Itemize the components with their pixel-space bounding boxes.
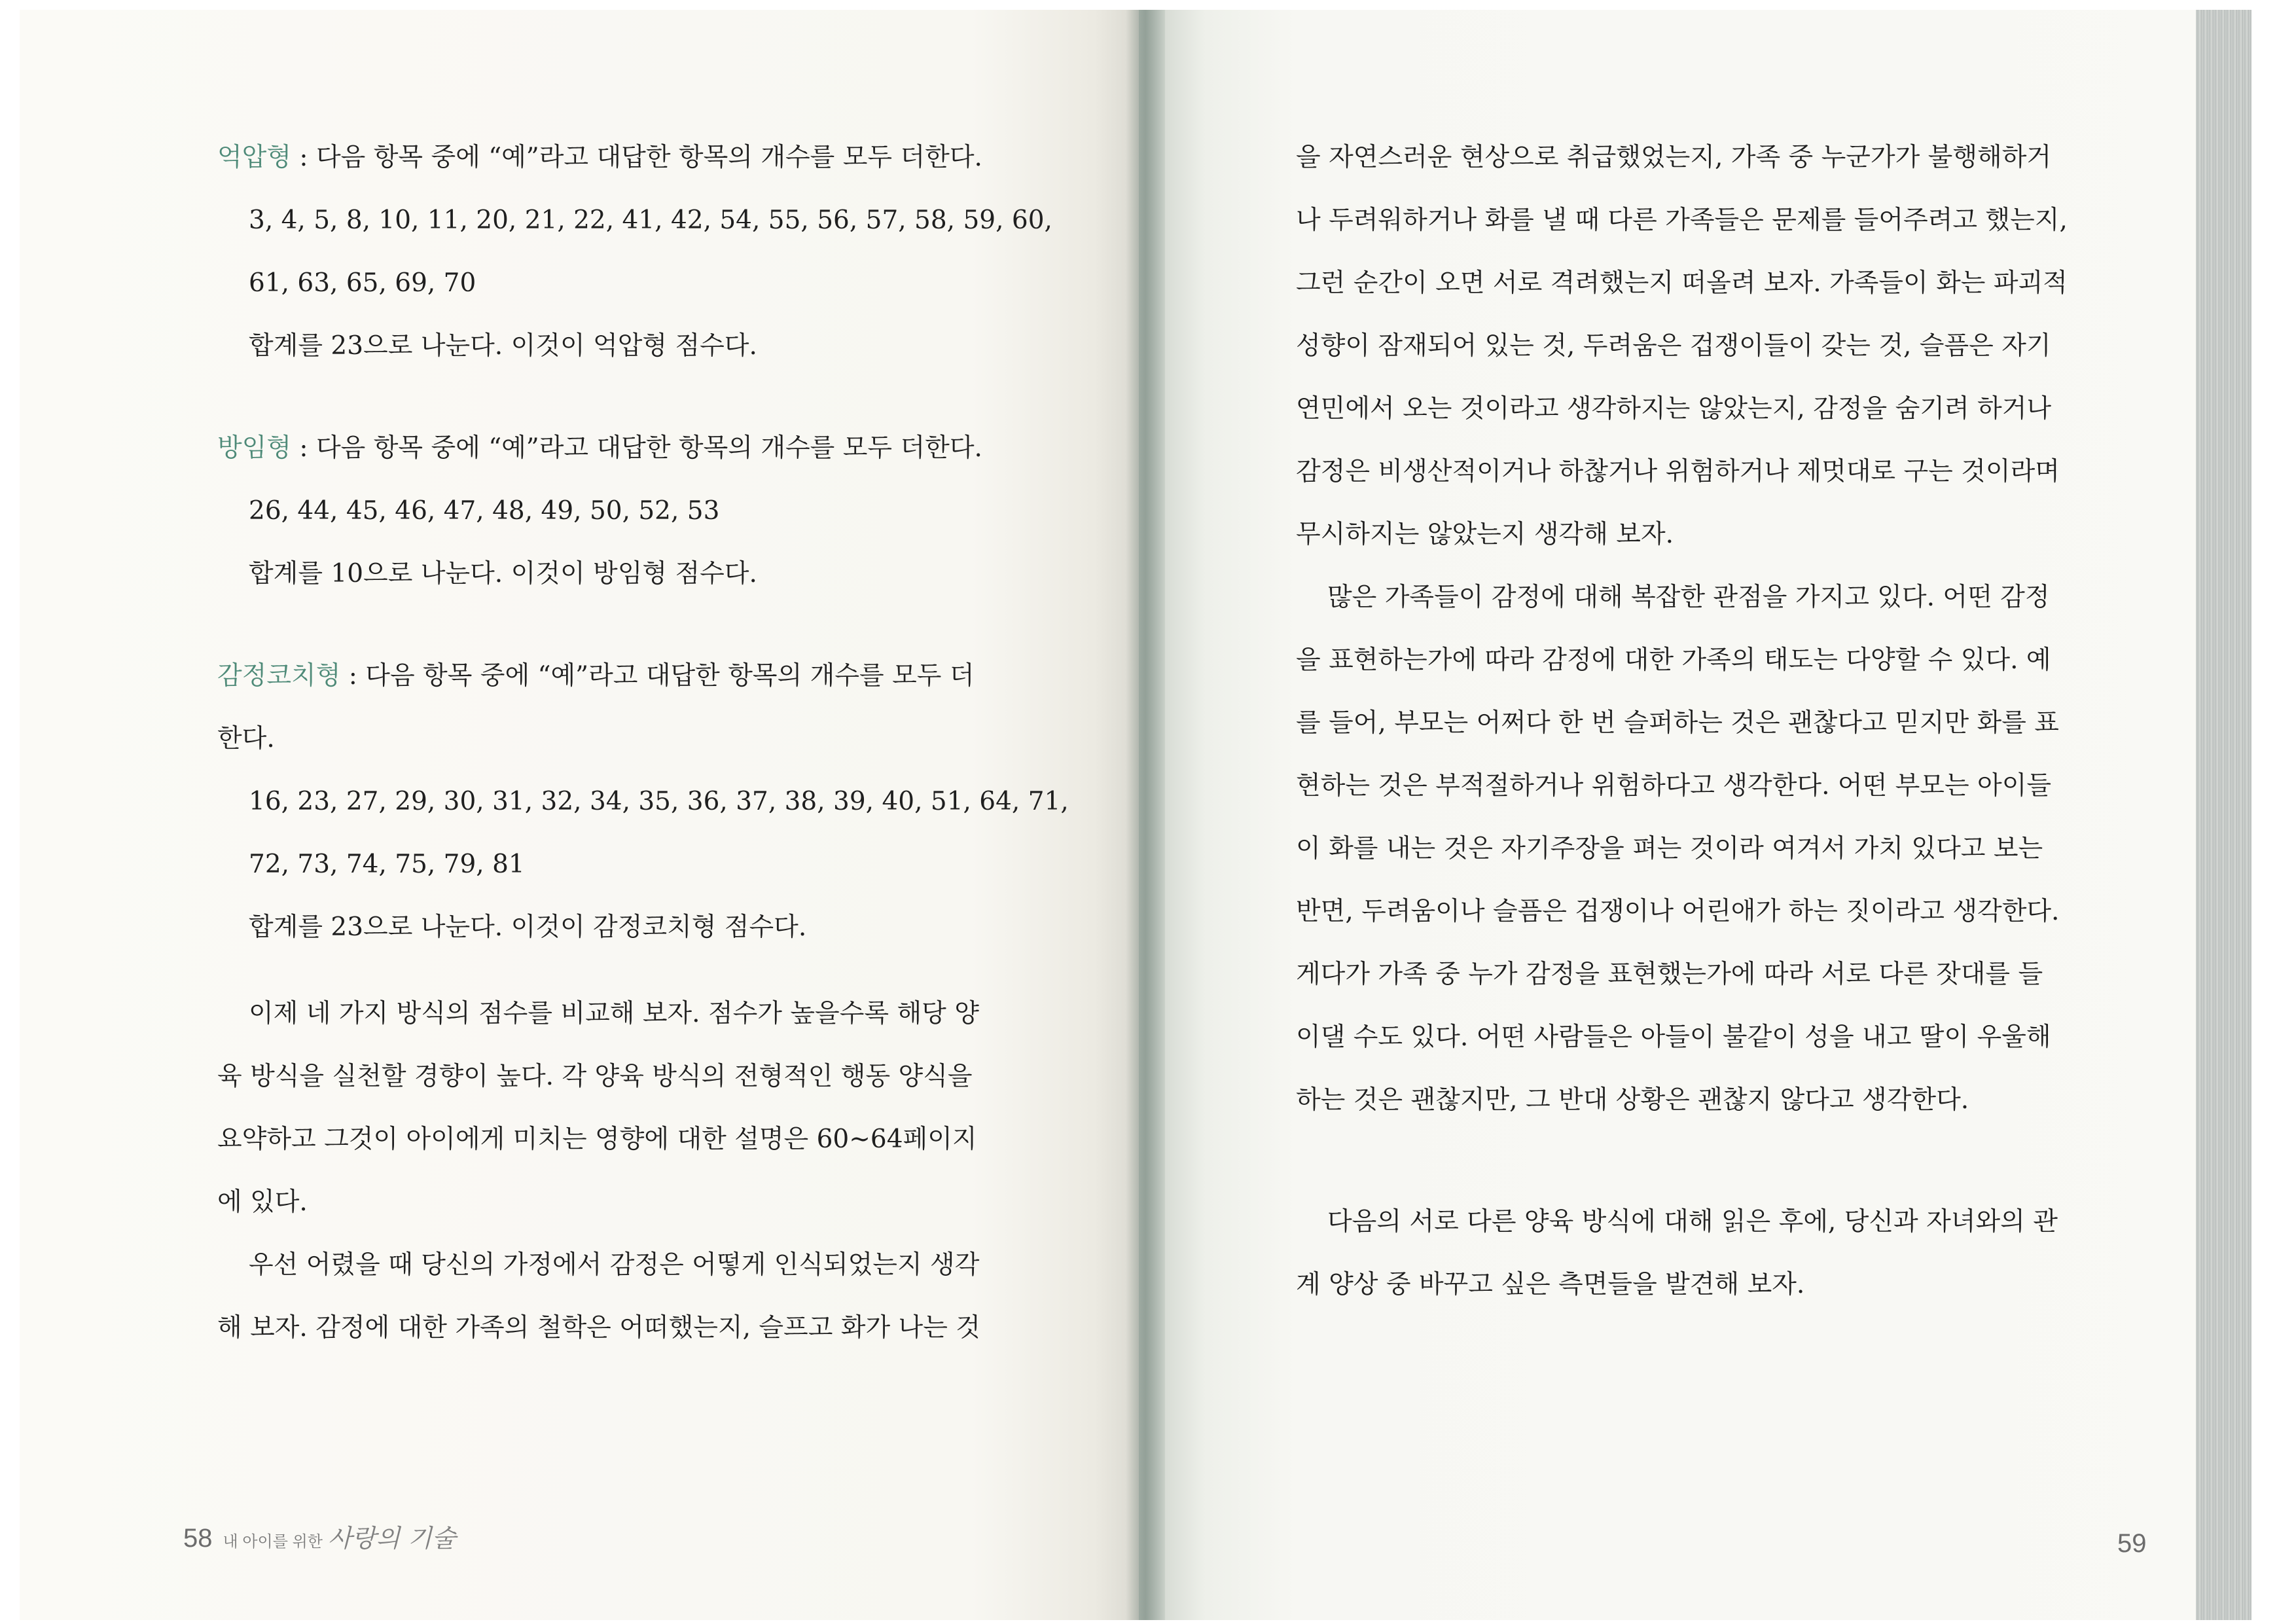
book-gutter <box>1126 10 1165 1620</box>
body-paragraph-line: 반면, 두려움이나 슬픔은 겁쟁이나 어린애가 하는 짓이라고 생각한다. <box>1296 897 2060 926</box>
right-page <box>1139 10 2251 1620</box>
item-list-line: 72, 73, 74, 75, 79, 81 <box>249 850 525 879</box>
section-heading-neglectful <box>217 417 1035 480</box>
left-page <box>20 10 1139 1620</box>
body-paragraph-line: 이댈 수도 있다. 어떤 사람들은 아들이 불같이 성을 내고 딸이 우울해 <box>1296 1022 2051 1052</box>
book-spread <box>20 10 2251 1620</box>
item-list-line: 3, 4, 5, 8, 10, 11, 20, 21, 22, 41, 42, 54, 55, 56, 57, 58, 59, 60, <box>249 206 1052 235</box>
body-paragraph-line: 연민에서 오는 것이라고 생각하지는 않았는지, 감정을 숨기려 하거나 <box>1296 394 2052 424</box>
section-intro: : 다음 항목 중에 “예”라고 대답한 항목의 개수를 모두 더 <box>340 661 975 691</box>
body-paragraph-line: 우선 어렸을 때 당신의 가정에서 감정은 어떻게 인식되었는지 생각 <box>249 1250 980 1280</box>
body-paragraph-line: 현하는 것은 부적절하거나 위험하다고 생각한다. 어떤 부모는 아이들 <box>1296 771 2052 801</box>
body-paragraph-line: 육 방식을 실천할 경향이 높다. 각 양육 방식의 전형적인 행동 양식을 <box>217 1062 973 1091</box>
body-paragraph-line: 그런 순간이 오면 서로 격려했는지 떠올려 보자. 가족들이 화는 파괴적 <box>1296 268 2068 298</box>
body-paragraph-line: 요약하고 그것이 아이에게 미치는 영향에 대한 설명은 60~64페이지 <box>217 1125 977 1154</box>
score-instruction: 합계를 23으로 나눈다. 이것이 억압형 점수다. <box>249 331 757 361</box>
section-intro: : 다음 항목 중에 “예”라고 대답한 항목의 개수를 모두 더한다. <box>291 143 982 172</box>
body-paragraph-line: 나 두려워하거나 화를 낼 때 다른 가족들은 문제를 들어주려고 했는지, <box>1296 206 2068 235</box>
body-paragraph-line: 해 보자. 감정에 대한 가족의 철학은 어떠했는지, 슬프고 화가 나는 것 <box>217 1313 980 1343</box>
body-paragraph-line: 이 화를 내는 것은 자기주장을 펴는 것이라 여겨서 가치 있다고 보는 <box>1296 834 2043 863</box>
term-label: 방임형 <box>217 433 292 463</box>
item-list-line: 26, 44, 45, 46, 47, 48, 49, 50, 52, 53 <box>249 496 720 526</box>
book-title-script: 사랑의 기술 <box>327 1524 456 1553</box>
page-edge-stack <box>2196 10 2251 1620</box>
body-paragraph-line: 게다가 가족 중 누가 감정을 표현했는가에 따라 서로 다른 잣대를 들 <box>1296 960 2043 989</box>
right-page-text <box>1296 126 2124 1316</box>
body-paragraph-line: 이제 네 가지 방식의 점수를 비교해 보자. 점수가 높을수록 해당 양 <box>249 999 979 1028</box>
right-page-footer <box>2117 1527 2147 1560</box>
body-paragraph-line: 에 있다. <box>217 1187 308 1217</box>
page-number: 58 <box>183 1524 213 1553</box>
body-paragraph-line: 많은 가족들이 감정에 대해 복잡한 관점을 가지고 있다. 어떤 감정 <box>1327 583 2050 612</box>
section-heading-repressive <box>217 126 1035 189</box>
body-paragraph-line: 다음의 서로 다른 양육 방식에 대해 읽은 후에, 당신과 자녀와의 관 <box>1327 1207 2058 1236</box>
score-instruction: 합계를 23으로 나눈다. 이것이 감정코치형 점수다. <box>249 912 807 942</box>
score-instruction: 합계를 10으로 나눈다. 이것이 방임형 점수다. <box>249 559 757 588</box>
item-list-line: 16, 23, 27, 29, 30, 31, 32, 34, 35, 36, 37, 38, 39, 40, 51, 64, 71, <box>249 787 1069 816</box>
body-paragraph-line: 를 들어, 부모는 어쩌다 한 번 슬퍼하는 것은 괜찮다고 믿지만 화를 표 <box>1296 708 2059 738</box>
body-paragraph-line: 을 자연스러운 현상으로 취급했었는지, 가족 중 누군가가 불행해하거 <box>1296 143 2052 172</box>
book-title-small: 내 아이를 위한 <box>223 1533 323 1551</box>
body-paragraph-line: 성향이 잠재되어 있는 것, 두려움은 겁쟁이들이 갖는 것, 슬픔은 자기 <box>1296 331 2051 361</box>
left-page-text <box>217 126 1069 1360</box>
section-heading-emotion-coach <box>217 645 1035 708</box>
section-intro-continued: 한다. <box>217 724 275 753</box>
body-paragraph-line: 하는 것은 괜찮지만, 그 반대 상황은 괜찮지 않다고 생각한다. <box>1296 1085 1969 1115</box>
body-paragraph-line: 계 양상 중 바꾸고 싶은 측면들을 발견해 보자. <box>1296 1270 1805 1299</box>
body-paragraph-line: 무시하지는 않았는지 생각해 보자. <box>1296 520 1674 549</box>
body-paragraph-line: 을 표현하는가에 따라 감정에 대한 가족의 태도는 다양할 수 있다. 예 <box>1296 645 2051 675</box>
section-intro: : 다음 항목 중에 “예”라고 대답한 항목의 개수를 모두 더한다. <box>291 433 982 463</box>
term-label: 억압형 <box>217 143 292 172</box>
body-paragraph-line: 감정은 비생산적이거나 하찮거나 위험하거나 제멋대로 구는 것이라며 <box>1296 457 2060 486</box>
left-page-footer <box>183 1522 456 1559</box>
item-list-line: 61, 63, 65, 69, 70 <box>249 268 476 298</box>
page-number: 59 <box>2117 1529 2147 1558</box>
term-label: 감정코치형 <box>217 661 341 691</box>
